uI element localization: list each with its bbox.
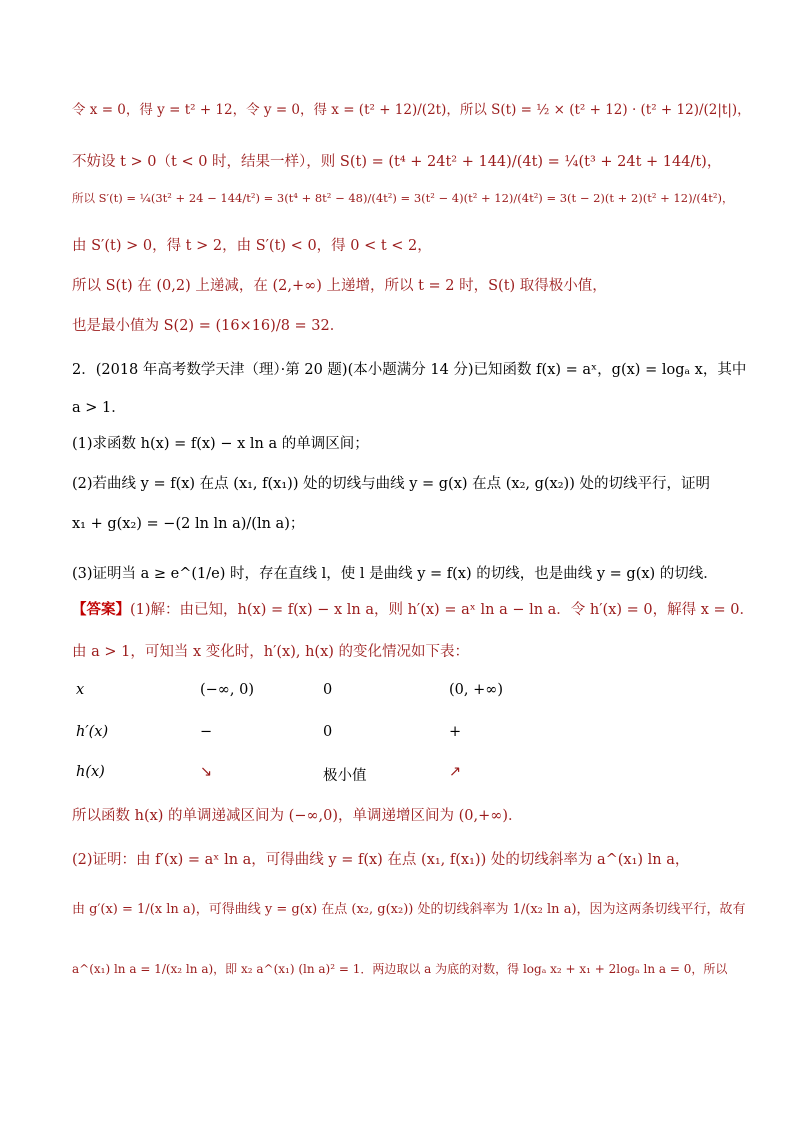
text-line: 所以 S′(t) = ¼(3t² + 24 − 144/t²) = 3(t⁴ + 8t² − 48)/(4t²) = 3(t² − 4)(t² + 12)/(4t²) = 3(t − 2)(t + 2)(t² + 12)/(4t²)，: [72, 191, 734, 205]
table-cell: (−∞, 0): [200, 682, 254, 698]
text-line: 所以函数 h(x) 的单调递减区间为 (−∞,0)，单调递增区间为 (0,+∞)．: [72, 808, 523, 824]
text-line: 也是最小值为 S(2) = (16×16)/8 = 32．: [72, 318, 345, 334]
table-cell: (0, +∞): [449, 682, 503, 698]
answer-line: [72, 598, 754, 619]
text-line: a^(x₁) ln a = 1/(x₂ ln a)，即 x₂ a^(x₁) (ln a)² = 1．两边取以 a 为底的对数，得 logₐ x₂ + x₁ + 2logₐ ln a = 0，所以: [72, 962, 728, 976]
table-cell: 0: [323, 682, 333, 698]
question-part: (2)若曲线 y = f(x) 在点 (x₁, f(x₁)) 处的切线与曲线 y = g(x) 在点 (x₂, g(x₂)) 处的切线平行，证明: [72, 476, 710, 492]
table-cell: ↘: [200, 764, 213, 780]
table-cell: +: [449, 724, 462, 740]
table-cell: x: [76, 682, 85, 698]
text-line: 由 S′(t) > 0，得 t > 2，由 S′(t) < 0，得 0 < t < 2，: [72, 238, 432, 254]
answer-text: (1)解：由已知，h(x) = f(x) − x ln a，则 h′(x) = aˣ ln a − ln a．令 h′(x) = 0，解得 x = 0．: [130, 602, 755, 618]
text-line: x₁ + g(x₂) = −(2 ln ln a)/(ln a)；: [72, 516, 305, 532]
table-cell: ↗: [449, 764, 462, 780]
table-cell: 0: [323, 724, 333, 740]
question-part: (1)求函数 h(x) = f(x) − x ln a 的单调区间；: [72, 436, 369, 452]
text-line: 所以 S(t) 在 (0,2) 上递减，在 (2,+∞) 上递增，所以 t = 2 时，S(t) 取得极小值，: [72, 278, 607, 294]
table-cell: h(x): [76, 764, 105, 780]
text-line: 由 g′(x) = 1/(x ln a)，可得曲线 y = g(x) 在点 (x₂, g(x₂)) 处的切线斜率为 1/(x₂ ln a)，因为这两条切线平行，故有: [72, 902, 746, 917]
text-line: (2)证明：由 f′(x) = aˣ ln a，可得曲线 y = f(x) 在点 (x₁, f(x₁)) 处的切线斜率为 a^(x₁) ln a，: [72, 852, 690, 868]
answer-label: 【答案】: [72, 601, 130, 618]
table-cell: −: [200, 724, 213, 740]
text-line: a > 1．: [72, 400, 126, 416]
table-cell: 极小值: [323, 768, 367, 784]
question-heading: 2．(2018 年高考数学天津（理）·第 20 题)(本小题满分 14 分)已知函数 f(x) = aˣ，g(x) = logₐ x，其中: [72, 362, 747, 378]
text-line: 不妨设 t > 0（t < 0 时，结果一样），则 S(t) = (t⁴ + 24t² + 144)/(4t) = ¼(t³ + 24t + 144/t)，: [72, 154, 722, 170]
text-line: 由 a > 1，可知当 x 变化时，h′(x), h(x) 的变化情况如下表：: [72, 644, 470, 660]
table-cell: h′(x): [76, 724, 109, 740]
question-part: (3)证明当 a ≥ e^(1/e) 时，存在直线 l，使 l 是曲线 y = f(x) 的切线，也是曲线 y = g(x) 的切线．: [72, 566, 718, 582]
text-line: 令 x = 0，得 y = t² + 12，令 y = 0，得 x = (t² + 12)/(2t)，所以 S(t) = ½ × (t² + 12) · (t² + 12)/(2|t|)，: [72, 102, 751, 118]
